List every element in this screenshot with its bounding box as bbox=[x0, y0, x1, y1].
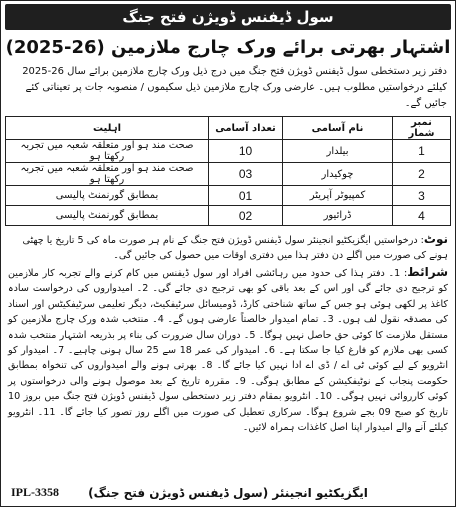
table-row bbox=[6, 140, 451, 163]
office-banner bbox=[5, 4, 451, 30]
table-row bbox=[6, 186, 451, 206]
notice-paragraph bbox=[5, 232, 451, 263]
row-qualification: صحت مند ہو اور متعلقہ شعبہ میں تجربہ رکھتا ہو bbox=[6, 163, 209, 186]
vacancy-table bbox=[5, 116, 451, 226]
row-post: بیلدار bbox=[283, 140, 393, 163]
intro-paragraph: دفتر زیر دستخطی سول ڈیفنس ڈویژن فتح جنگ میں درج ذیل ورک چارج ملازمین برائے سال 26-2025 کیلئے درخواستیں مطلوب ہیں۔ عارضی ورک چارج ملازمین ذیل سکیموں / منصوبہ جات پر تعیناتی کئے جائیں گے۔ bbox=[22, 66, 447, 109]
row-count: 02 bbox=[209, 206, 283, 226]
table-header-row bbox=[6, 117, 451, 140]
row-serial: 3 bbox=[393, 186, 451, 206]
row-post: کمپیوٹر آپریٹر bbox=[283, 186, 393, 206]
notice-text: : درخواستیں ایگزیکٹیو انجینئر سول ڈیفنس ڈویژن فتح جنگ کے نام ہر صورت ماہ کی 5 تاریخ یا چھٹی ہونے کی صورت میں اگلے دن دفتر ہذا میں دفتری اوقات میں حصول کی جائیں گی۔ bbox=[22, 235, 448, 261]
row-qualification: بمطابق گورنمنٹ پالیسی bbox=[6, 186, 209, 206]
row-count: 01 bbox=[209, 186, 283, 206]
notice-label: نوٹ bbox=[423, 232, 448, 246]
row-serial: 2 bbox=[393, 163, 451, 186]
row-post: ڈرائیور bbox=[283, 206, 393, 226]
footer bbox=[7, 480, 449, 502]
row-serial: 4 bbox=[393, 206, 451, 226]
conditions-paragraph bbox=[5, 265, 451, 435]
conditions-text: : 1۔ دفتر ہذا کی حدود میں رہائشی افراد اور سول ڈیفنس میں کام کرنے والے تجربہ کار ملازمین کو ترجیح دی جائے گی اور اس کے بعد باقی کو بھی ترجیح دی جائے گی۔ 2۔ امیدواروں کی درخواست سادہ کاغذ پر لکھی ہوئی ہو جس کے ساتھ شناختی کارڈ، ڈومیسائل سرٹیفکیٹ، دیگر تعلیمی سرٹیفکیٹس اور اسناد کی مصدقہ نقول لف ہوں۔ 3۔ تمام امیدوار خالصتاً عارضی ہوں گے۔ 4۔ منتخب شدہ ورک چارج ملازمین کو مستقل ملازمت کا کوئی حق حاصل نہیں ہوگا۔ 5۔ دوران سال ضرورت کی بناء پر بذریعہ اشتہار منتخب شدہ کسی بھی ملازم کو فارغ کیا جا سکتا ہے۔ 6۔ امیدوار کی عمر 18 سے 25 سال ہونی چاہیے۔ 7۔ امیدوار کو انٹرویو کے لیے کوئی ٹی اے / ڈی اے ادا نہیں کیا جائے گا۔ 8۔ بھرتی ہونے والے امیدواروں کی تنخواہ بمطابق حکومت پنجاب کے نوٹیفکیشن کے مطابق ہوگی۔ 9۔ مقررہ تاریخ کے بعد موصول ہونے والی درخواستوں پر کوئی کارروائی نہیں ہوگی۔ 10۔ انٹرویو بمقام دفتر زیر دستخطی سول ڈیفنس ڈویژن فتح جنگ میں بروز 10 تاریخ کو صبح 09 بجے شروع ہوگا۔ سرکاری تعطیل کی صورت میں اگلے روز تصور کیا جائے گا۔ 11۔ انٹرویو کیلئے آنے والے امیدوار اپنا اصل کاغذات ہمراہ لائیں۔ bbox=[8, 268, 449, 434]
header-post: نام آسامی bbox=[283, 117, 393, 140]
banner-title: سول ڈیفنس ڈویژن فتح جنگ bbox=[122, 8, 334, 26]
header-serial: نمبر شمار bbox=[393, 117, 451, 140]
row-qualification: بمطابق گورنمنٹ پالیسی bbox=[6, 206, 209, 226]
header-count: تعداد آسامی bbox=[209, 117, 283, 140]
header-qualification: اہلیت bbox=[6, 117, 209, 140]
row-post: چوکیدار bbox=[283, 163, 393, 186]
table-row bbox=[6, 206, 451, 226]
row-qualification: صحت مند ہو اور متعلقہ شعبہ میں تجربہ رکھتا ہو bbox=[6, 140, 209, 163]
ipl-number: IPL-3358 bbox=[11, 485, 59, 499]
signatory: ایگزیکٹیو انجینئر (سول ڈیفنس ڈویژن فتح جنگ) bbox=[88, 486, 368, 500]
row-serial: 1 bbox=[393, 140, 451, 163]
conditions-label: شرائط bbox=[407, 265, 448, 279]
row-count: 10 bbox=[209, 140, 283, 163]
table-row bbox=[6, 163, 451, 186]
row-count: 03 bbox=[209, 163, 283, 186]
ad-headline: اشتہار بھرتی برائے ورک چارج ملازمین (26-2025) bbox=[5, 37, 451, 58]
